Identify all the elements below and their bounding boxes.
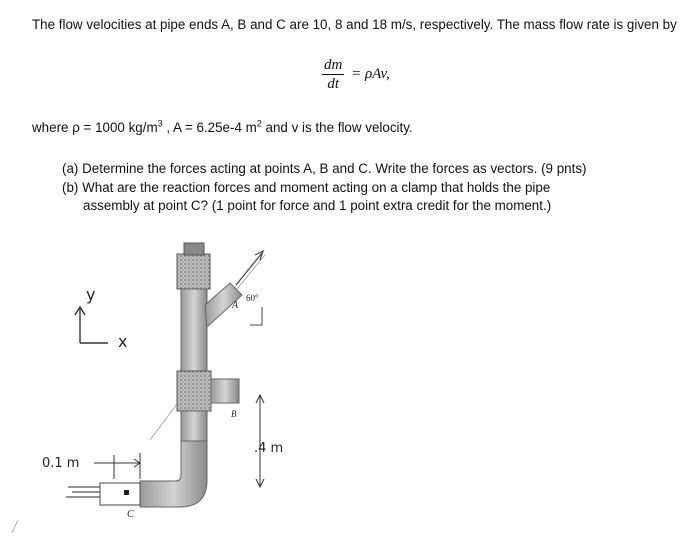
question-a-label: (a) [62, 161, 79, 176]
branch-pipe-b [211, 379, 239, 403]
derivative-fraction [322, 56, 344, 93]
outlet-flow-lines [66, 487, 100, 497]
point-c-label: C [127, 509, 134, 520]
corner-mark [12, 520, 18, 533]
lower-pipe-segment [181, 411, 207, 441]
horizontal-dimension [94, 453, 140, 479]
outlet-clamp-c [100, 483, 140, 505]
equation-numerator: dm [324, 57, 343, 73]
angle-label: 60° [246, 293, 259, 303]
pipe-assembly-figure [0, 235, 700, 537]
angle-reference-mark [250, 307, 262, 325]
density-exponent: 3 [157, 118, 163, 129]
axis-x-label: x [118, 332, 128, 351]
clamp-bolt [124, 490, 129, 495]
joint-b-fitting [177, 371, 211, 411]
question-b-continuation: assembly at point C? (1 point for force and 1 point extra credit for the moment.) [83, 198, 552, 213]
mass-flow-equation [322, 56, 390, 93]
question-a-text: Determine the forces acting at points A, B and C. Write the forces as vectors. (9 pnts) [82, 161, 587, 176]
area-exponent: 2 [256, 118, 262, 129]
axis-y-label: y [86, 285, 96, 304]
vertical-dimension-label: .4 m [254, 441, 284, 456]
equation-rhs: = ρAv, [351, 66, 390, 82]
upper-pipe-segment [181, 289, 207, 371]
guide-line-left [150, 400, 180, 440]
question-b-text: What are the reaction forces and moment acting on a clamp that holds the pipe [82, 180, 551, 195]
top-fitting [177, 254, 210, 289]
point-a-label: A [232, 300, 239, 311]
coordinate-axes [75, 307, 108, 343]
question-a [62, 160, 682, 178]
equation-denominator: dt [327, 76, 339, 92]
question-b [62, 179, 682, 215]
given-values [32, 118, 413, 137]
density-text: where ρ = 1000 kg/m [32, 120, 158, 135]
velocity-note: and v is the flow velocity. [261, 120, 413, 135]
pipe-elbow [140, 441, 207, 507]
horizontal-dimension-label: 0.1 m [42, 456, 80, 471]
point-b-label: B [231, 409, 237, 419]
area-text: , A = 6.25e-4 m [162, 120, 257, 135]
problem-intro: The flow velocities at pipe ends A, B and C are 10, 8 and 18 m/s, respectively. The mass flow rate is given by [32, 17, 677, 32]
top-cap [184, 243, 204, 255]
flow-arrow-a [236, 253, 262, 285]
guide-line-angle [232, 255, 265, 295]
question-b-label: (b) [62, 180, 79, 195]
